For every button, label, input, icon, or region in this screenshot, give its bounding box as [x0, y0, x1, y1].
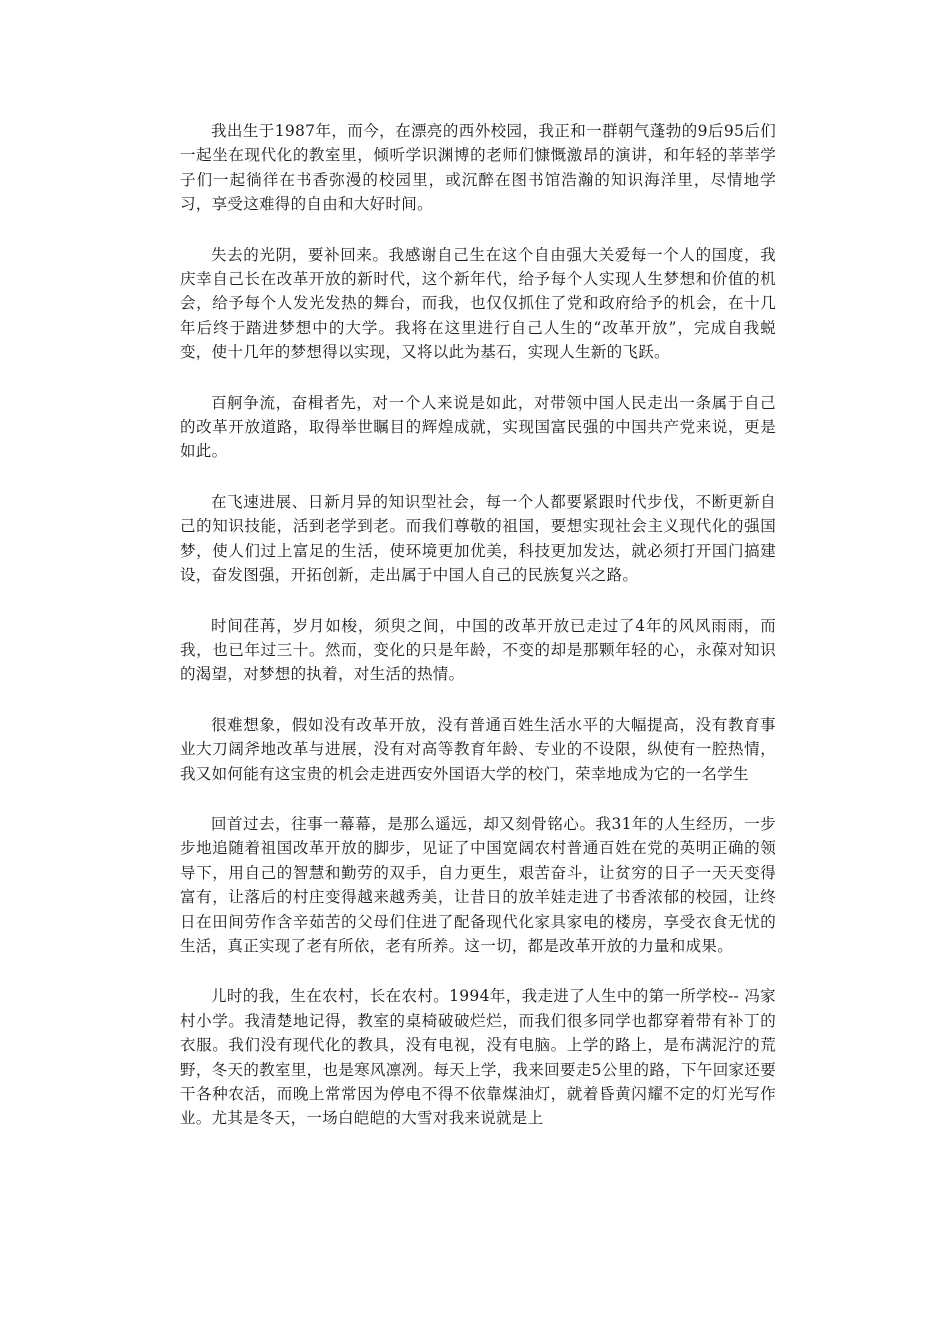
- paragraph-2: 失去的光阴，要补回来。我感谢自己生在这个自由强大关爱每一个人的国度，我庆幸自己长在改革开放的新时代，这个新年代，给予每个人实现人生梦想和价值的机会，给予每个人发光发热的舞台，而我，也仅仅抓住了党和政府给予的机会，在十几年后终于踏进梦想中的大学。我将在这里进行自己人生的“改革开放”，完成自我蜕变，使十几年的梦想得以实现，又将以此为基石，实现人生新的飞跃。: [180, 245, 776, 362]
- paragraph-4: 在飞速进展、日新月异的知识型社会，每一个人都要紧跟时代步伐，不断更新自己的知识技能，活到老学到老。而我们尊敬的祖国，要想实现社会主义现代化的强国梦，使人们过上富足的生活，使环境更加优美，科技更加发达，就必须打开国门搞建设，奋发图强，开拓创新，走出属于中国人自己的民族复兴之路。: [180, 492, 776, 585]
- paragraph-3: 百舸争流，奋楫者先，对一个人来说是如此，对带领中国人民走出一条属于自己的改革开放道路，取得举世瞩目的辉煌成就，实现国富民强的中国共产党来说，更是如此。: [180, 393, 776, 461]
- document-body: [180, 119, 776, 1157]
- paragraph-6: 很难想象，假如没有改革开放，没有普通百姓生活水平的大幅提高，没有教育事业大刀阔斧地改革与进展，没有对高等教育年龄、专业的不设限，纵使有一腔热情，我又如何能有这宝贵的机会走进西安外国语大学的校门，荣幸地成为它的一名学生: [180, 715, 776, 783]
- paragraph-8: 儿时的我，生在农村，长在农村。1994年，我走进了人生中的第一所学校-- 冯家村小学。我清楚地记得，教室的桌椅破破烂烂，而我们很多同学也都穿着带有补丁的衣服。我们没有现代化的教具，没有电视，没有电脑。上学的路上，是布满泥泞的荒野，冬天的教室里，也是寒风凛冽。每天上学，我来回要走5公里的路，下午回家还要干各种农活，而晚上常常因为停电不得不依靠煤油灯，就着昏黄闪耀不定的灯光写作业。尤其是冬天，一场白皑皑的大雪对我来说就是上: [180, 987, 776, 1128]
- paragraph-7: 回首过去，往事一幕幕，是那么遥远，却又刻骨铭心。我31年的人生经历，一步步地追随着祖国改革开放的脚步，见证了中国宽阔农村普通百姓在党的英明正确的领导下，用自己的智慧和勤劳的双手，自力更生，艰苦奋斗，让贫穷的日子一天天变得富有，让落后的村庄变得越来越秀美，让昔日的放羊娃走进了书香浓郁的校园，让终日在田间劳作含辛茹苦的父母们住进了配备现代化家具家电的楼房，享受衣食无忧的生活，真正实现了老有所依，老有所养。这一切，都是改革开放的力量和成果。: [180, 814, 776, 955]
- paragraph-1: 我出生于1987年，而今，在漂亮的西外校园，我正和一群朝气蓬勃的9后95后们一起坐在现代化的教室里，倾听学识渊博的老师们慷慨激昂的演讲，和年轻的莘莘学子们一起徜徉在书香弥漫的校园里，或沉醉在图书馆浩瀚的知识海洋里，尽情地学习，享受这难得的自由和大好时间。: [180, 122, 776, 214]
- paragraph-5: 时间荏苒，岁月如梭，须臾之间，中国的改革开放已走过了4年的风风雨雨，而我，也已年过三十。然而，变化的只是年龄，不变的却是那颗年轻的心，永葆对知识的渴望，对梦想的执着，对生活的热情。: [180, 616, 776, 684]
